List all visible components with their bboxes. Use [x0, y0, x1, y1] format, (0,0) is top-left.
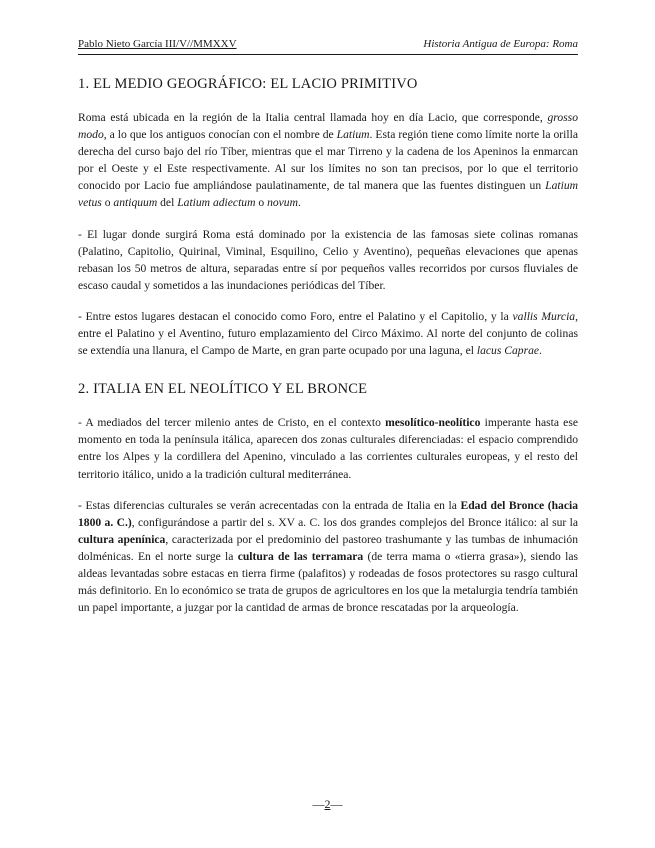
bold-term: cultura de las terramara [237, 549, 364, 563]
page-header [78, 38, 578, 54]
text-run: . [539, 344, 542, 358]
text-run: Roma está ubicada en la región de la Italia central llamada hoy en día Lacio, que corresponde, [78, 111, 548, 124]
text-run: del [157, 196, 178, 210]
italic-term: lacus Caprae [476, 344, 540, 358]
text-run: , entre el Palatino y el Aventino, futuro emplazamiento del Circo Máximo. Al norte del conjunto de colinas se extendía una llanura, el Campo de Marte, en gran parte ocupado por una laguna, el [78, 309, 578, 358]
text-run: o [255, 196, 268, 210]
text-run: . [297, 196, 301, 210]
text-run: o [101, 196, 114, 210]
header-author-date: Pablo Nieto García III/V//MMXXV [78, 38, 237, 50]
section-1-paragraph-3 [78, 308, 578, 359]
italic-term: Latium vetus [78, 179, 578, 210]
bold-term: cultura apenínica [78, 532, 166, 546]
text-run: (de terra mama o «tierra grasa»), siendo las aldeas levantadas sobre estacas en tierra firme (palafitos) y rodeadas de fosos protectores su rasgo cultural más definitorio. En lo económico se trata de grupos de agricultores en los que la metalurgia tendría también un papel importante, a juzgar por la cantidad de armas de bronce rescatadas por la arqueología. [78, 549, 578, 615]
document-body [78, 76, 578, 630]
section-1-paragraph-1 [78, 109, 578, 212]
italic-term: antiquum [113, 196, 158, 210]
italic-term: Latium adiectum [177, 196, 256, 210]
italic-term: novum [267, 196, 298, 210]
section-2-paragraph-1 [78, 414, 578, 482]
italic-term: grosso modo [78, 111, 578, 142]
text-run: , caracterizada por el predominio del pastoreo trashumante y las tumbas de inhumación dolménicas. En el norte surge la [78, 532, 578, 563]
header-course-title: Historia Antigua de Europa: Roma [423, 38, 578, 50]
text-run: imperante hasta ese momento en toda la península itálica, aparecen dos zonas culturales diferenciadas: el espacio comprendido entre los Alpes y la cordillera del Apenino, vinculado a las corrientes culturales europeas, y el resto del territorio itálico, unido a la tradición cultural mediterránea. [78, 416, 578, 481]
bold-term: mesolítico-neolítico [385, 416, 481, 430]
text-run: - Entre estos lugares destacan el conocido como Foro, entre el Palatino y el Capitolio, y la [78, 309, 513, 323]
text-run: , a lo que los antiguos conocían con el nombre de [103, 128, 337, 142]
italic-term: vallis Murcia [512, 309, 576, 323]
page-number-value: 2 [324, 797, 331, 811]
section-2-paragraph-2 [78, 497, 578, 617]
italic-term: Latium [336, 128, 370, 142]
text-run: - Estas diferencias culturales se verán acrecentadas con la entrada de Italia en la [78, 498, 461, 512]
text-run: - A mediados del tercer milenio antes de Cristo, en el contexto [78, 416, 386, 430]
page-number: —2— [312, 797, 343, 811]
section-2-title: 2. ITALIA EN EL NEOLÍTICO Y EL BRONCE [78, 381, 368, 398]
text-run: , configurándose a partir del s. XV a. C. los dos grandes complejos del Bronce itálico: al sur la [131, 515, 578, 529]
bold-term: Edad del Bronce (hacia 1800 a. C.) [78, 498, 579, 529]
header-rule [78, 54, 578, 55]
text-run: . Esta región tiene como límite norte la orilla derecha del curso bajo del río Tíber, mientras que el mar Tirreno y la cadena de los Apeninos la enmarcan por el Oeste y el Este respectivamente. Al sur los límites no son tan precisos, por lo que el territorio conocido por Lacio fue ampliándose paulatinamente, de tal manera que las fuentes distinguen un [78, 128, 578, 193]
section-1-paragraph-2: - El lugar donde surgirá Roma está dominado por la existencia de las famosas siete colinas romanas (Palatino, Capitolio, Quirinal, Viminal, Esquilino, Celio y Aventino), pequeñas elevaciones que apenas rebasan los 50 metros de altura, separadas entre sí por pequeños valles recorridos por cursos fluviales de escaso caudal y sometidos a las inundaciones periódicas del Tíber. [78, 227, 578, 292]
section-1-title: 1. EL MEDIO GEOGRÁFICO: EL LACIO PRIMITIVO [78, 76, 418, 92]
